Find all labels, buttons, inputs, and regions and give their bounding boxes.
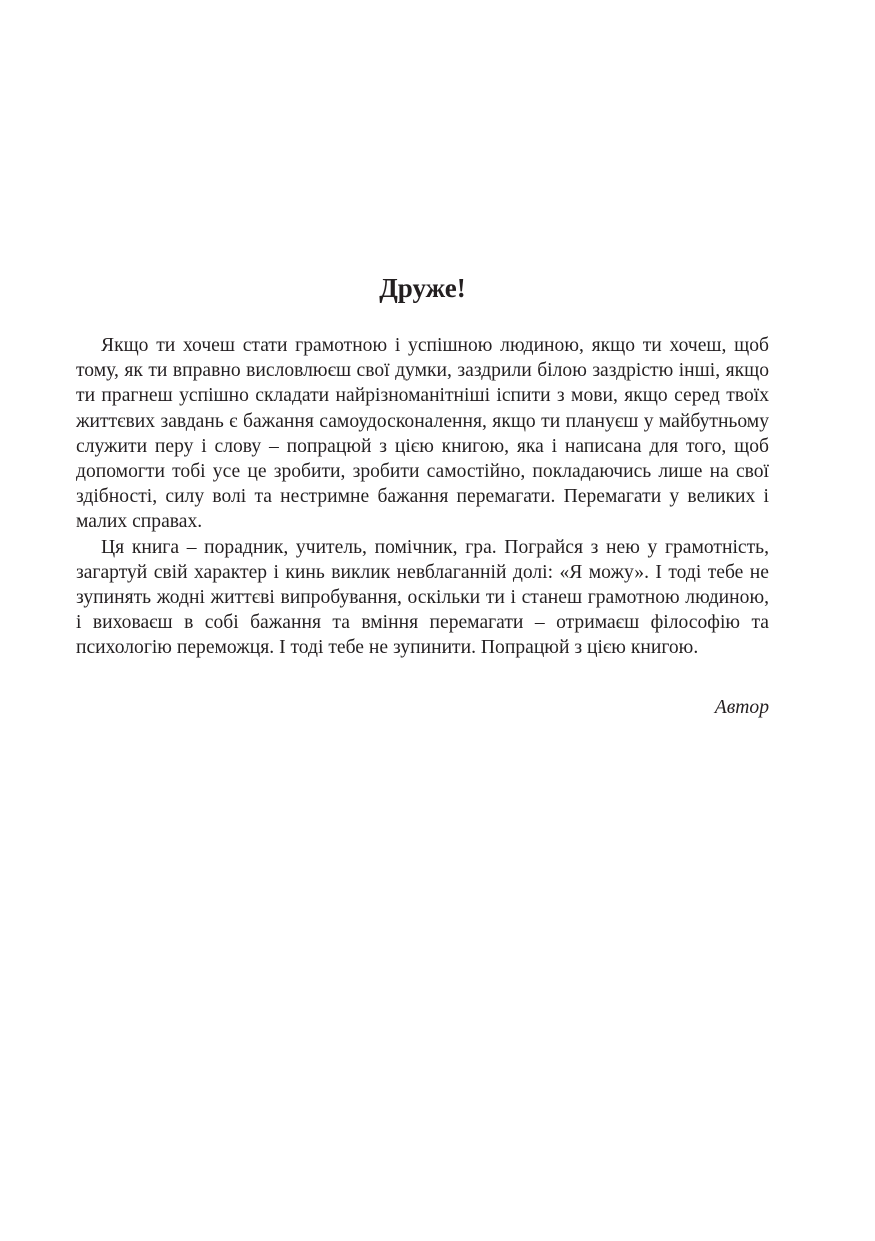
page-title: Друже! (379, 273, 466, 303)
author-signature: Автор (714, 697, 769, 718)
paragraph-2: Ця книга – порадник, учитель, помічник, гра. Пограйся з нею у грамотність, загартуй свій характер і кинь виклик невблаганній долі: «Я можу». І тоді тебе не зупинять жодні життєві випробування, оскільки ти і станеш грамотною людиною, і виховаєш в собі бажання та вміння перемагати – отримаєш філософію та психологію переможця. І тоді тебе не зупинити. Попрацюй з цією книгою. (76, 536, 769, 659)
paragraph-1: Якщо ти хочеш стати грамотною і успішною людиною, якщо ти хочеш, щоб тому, як ти вправно висловлюєш свої думки, заздрили білою заздрістю інші, якщо ти прагнеш успішно складати найрізноманітніші іспити з мови, якщо серед твоїх життєвих завдань є бажання самоудосконалення, якщо ти плануєш у майбутньому служити перу і слову – попрацюй з цією книгою, яка і написана для того, щоб допомогти тобі усе це зробити, зробити самостійно, покладаючись лише на свої здібності, силу волі та нестримне бажання перемагати. Перемагати у великих і малих справах. (76, 335, 769, 533)
body-text (76, 333, 769, 661)
